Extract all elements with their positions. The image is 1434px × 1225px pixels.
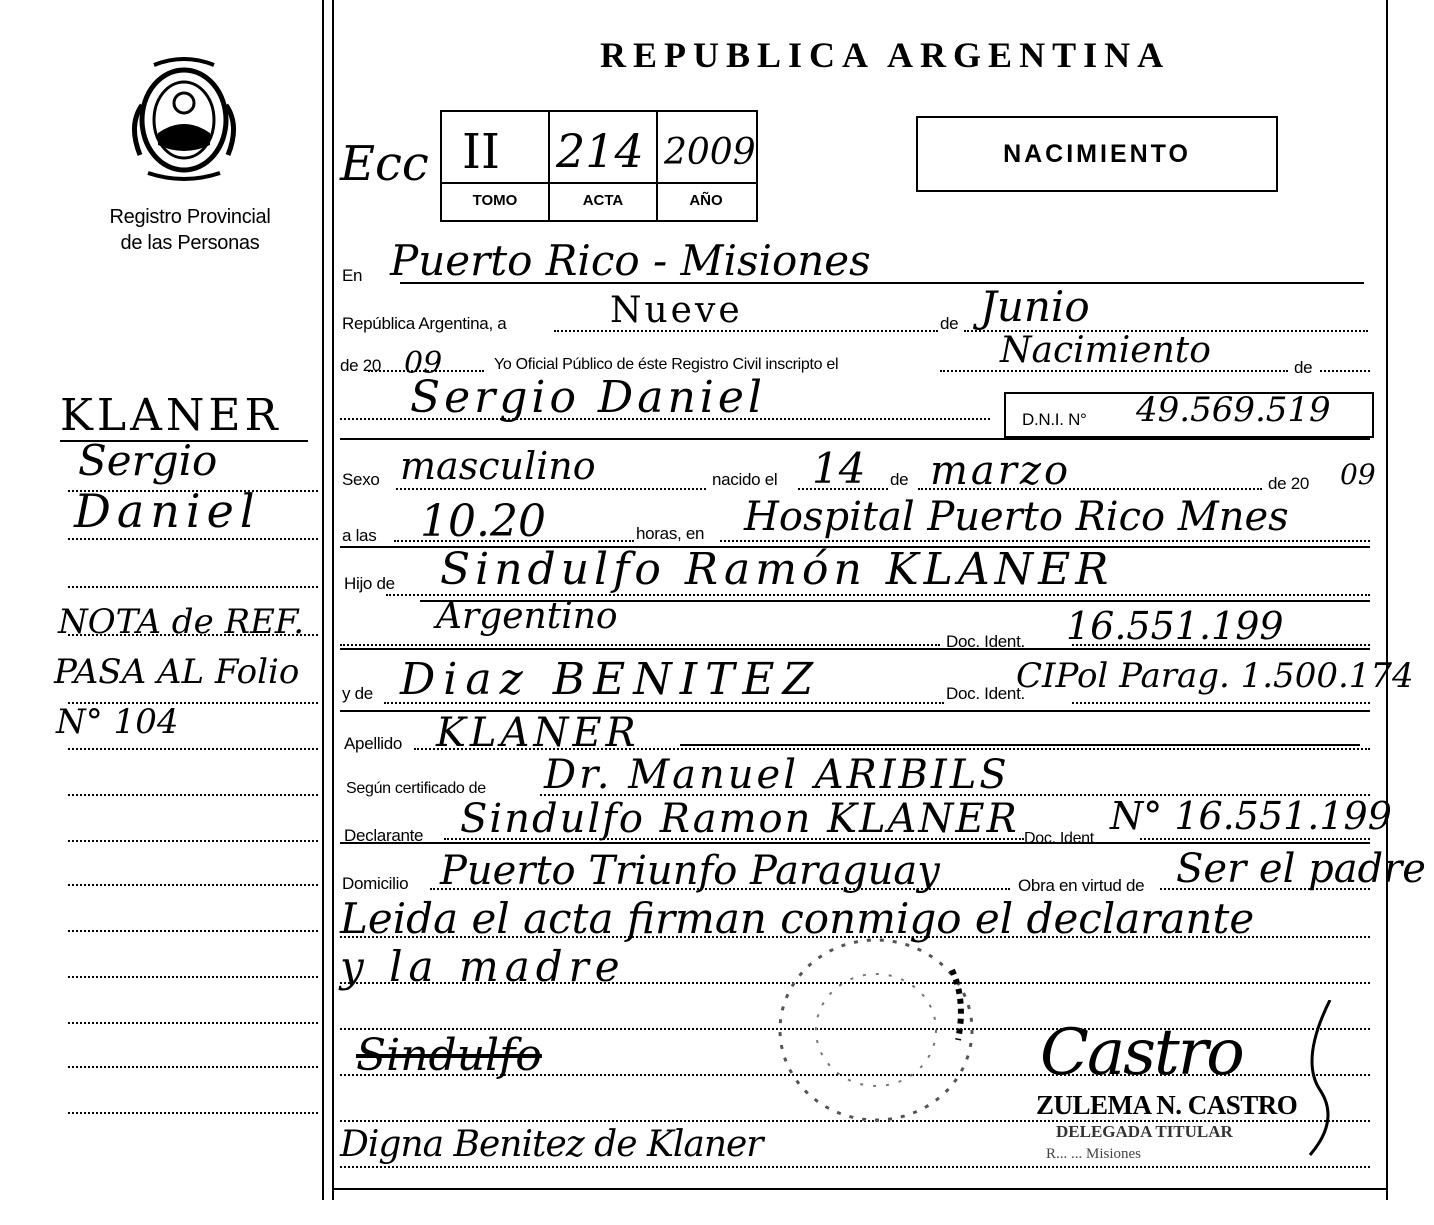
acta-value: 214 — [556, 124, 644, 178]
field-dni: 49.569.519 — [1136, 390, 1331, 430]
field-sexo: masculino — [400, 444, 596, 488]
field-nacionalidad-padre: Argentino — [436, 596, 618, 637]
field-anio-nacimiento: 09 — [1340, 458, 1376, 491]
field-mes: Junio — [980, 282, 1090, 331]
label-domicilio: Domicilio — [342, 874, 409, 893]
label-dni: D.N.I. N° — [1022, 410, 1087, 429]
official-office: R... ... Misiones — [1046, 1146, 1142, 1162]
acta-label: ACTA — [582, 191, 624, 209]
field-certificado: Dr. Manuel ARIBILS — [544, 752, 1010, 798]
margin-surname: KLANER — [60, 390, 282, 441]
label-declarante: Declarante — [344, 826, 424, 845]
official-name: ZULEMA N. CASTRO — [1036, 1090, 1298, 1120]
label-sexo: Sexo — [342, 470, 380, 489]
label-de-end: de — [1294, 358, 1313, 377]
signature-oficial: Castro — [1040, 1016, 1243, 1090]
label-obra: Obra en virtud de — [1018, 876, 1145, 895]
field-doc-padre: 16.551.199 — [1066, 604, 1284, 648]
margin-name1: Sergio — [78, 436, 218, 485]
signature-madre: Digna Benitez de Klaner — [340, 1124, 763, 1165]
document-type-box — [916, 116, 1278, 192]
signature-declarante: Sindulfo — [356, 1030, 542, 1081]
field-inscripto: Nacimiento — [1000, 330, 1211, 371]
field-anio-suffix: 09 — [404, 346, 443, 381]
label-doc-declarante: Doc. Ident — [1024, 830, 1094, 847]
margin-note-line2: PASA AL Folio — [54, 652, 300, 692]
tomo-value: II — [462, 124, 500, 180]
field-hora: 10.20 — [420, 496, 546, 547]
field-mes-nacimiento: marzo — [930, 448, 1072, 494]
field-lugar-nacimiento: Hospital Puerto Rico Mnes — [744, 494, 1289, 540]
field-padre: Sindulfo Ramón KLANER — [440, 544, 1114, 595]
label-doc-madre: Doc. Ident. — [946, 684, 1025, 703]
form-left-border — [322, 0, 324, 1200]
field-lugar: Puerto Rico - Misiones — [390, 236, 871, 285]
label-republica: República Argentina, a — [342, 314, 507, 333]
label-horas: horas, en — [636, 524, 705, 543]
field-apellido: KLANER — [436, 710, 640, 756]
margin-note-line3: N° 104 — [56, 702, 179, 742]
field-doc-madre: CIPol Parag. 1.500.174 — [1016, 656, 1414, 696]
signature-flourish-icon — [1290, 1000, 1350, 1160]
field-nombre: Sergio Daniel — [410, 372, 766, 423]
field-obra: Ser el padre — [1176, 846, 1426, 892]
margin-name2: Daniel — [74, 484, 261, 538]
office-name-line1: Registro Provincial — [109, 206, 271, 228]
label-de-month: de — [890, 470, 909, 489]
label-a-las: a las — [342, 526, 377, 545]
anio-value: 2009 — [664, 132, 756, 173]
label-segun: Según certificado de — [346, 780, 486, 797]
field-dia: Nueve — [610, 290, 743, 331]
field-doc-declarante: N° 16.551.199 — [1110, 794, 1392, 838]
country-title: REPUBLICA ARGENTINA — [600, 35, 1171, 75]
anio-label: AÑO — [689, 191, 723, 209]
field-texto2: y la madre — [340, 942, 626, 991]
label-apellido: Apellido — [344, 734, 403, 753]
registry-prefix: Ecc — [340, 136, 429, 192]
office-name-line2: de las Personas — [120, 232, 260, 254]
label-oficial: Yo Oficial Público de éste Registro Civil inscripto el — [494, 356, 839, 373]
official-title: DELEGADA TITULAR — [1056, 1122, 1233, 1141]
field-texto1: Leida el acta firman conmigo el declarante — [340, 894, 1255, 943]
form-right-border — [1386, 0, 1388, 1200]
label-y-de: y de — [342, 684, 373, 703]
label-de-anio: de 20 — [340, 356, 382, 375]
field-domicilio: Puerto Triunfo Paraguay — [440, 848, 940, 894]
document-type: NACIMIENTO — [1003, 139, 1191, 168]
label-de-year: de 20 — [1268, 474, 1310, 493]
label-en: En — [342, 266, 363, 285]
provincial-seal-icon — [118, 45, 250, 185]
label-de-mes: de — [940, 314, 959, 333]
label-hijo: Hijo de — [344, 574, 395, 593]
label-nacido: nacido el — [712, 470, 778, 489]
margin-note-line1: NOTA de REF. — [58, 602, 305, 642]
official-stamp-icon — [766, 930, 986, 1130]
field-declarante: Sindulfo Ramon KLANER — [460, 796, 1019, 842]
tomo-label: TOMO — [472, 191, 518, 209]
field-madre: Diaz BENITEZ — [400, 654, 822, 705]
label-doc-padre: Doc. Ident. — [946, 632, 1025, 651]
field-dia-nacimiento: 14 — [812, 444, 866, 493]
